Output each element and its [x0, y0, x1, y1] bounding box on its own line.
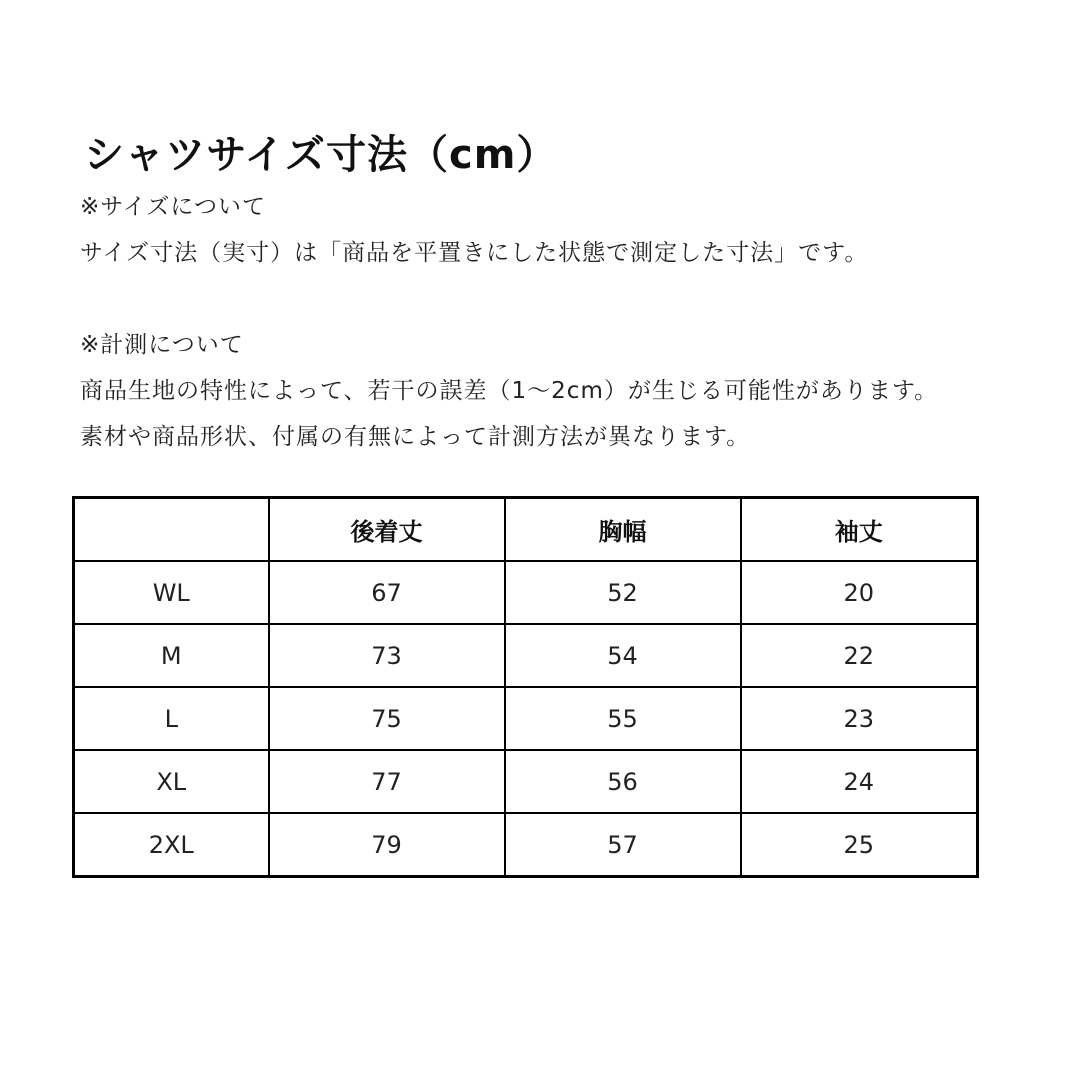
header-back-length: 後着丈: [269, 498, 505, 562]
size-cell: M: [74, 624, 269, 687]
table-row: [74, 813, 978, 877]
table-header-row: [74, 498, 978, 562]
measure-note-text-2: 素材や商品形状、付属の有無によって計測方法が異なります。: [80, 424, 751, 450]
sleeve-length-cell: 25: [741, 813, 978, 877]
chest-width-cell: 52: [505, 561, 741, 624]
notes-section: [80, 184, 938, 460]
back-length-cell: 75: [269, 687, 505, 750]
back-length-cell: 67: [269, 561, 505, 624]
sleeve-length-cell: 20: [741, 561, 978, 624]
header-chest-width: 胸幅: [505, 498, 741, 562]
header-sleeve-length: 袖丈: [741, 498, 978, 562]
measure-note-heading: ※計測について: [80, 332, 244, 358]
back-length-cell: 73: [269, 624, 505, 687]
table-row: [74, 750, 978, 813]
notes-spacer: [80, 276, 938, 322]
size-cell: WL: [74, 561, 269, 624]
size-cell: XL: [74, 750, 269, 813]
chest-width-cell: 56: [505, 750, 741, 813]
size-note-heading: ※サイズについて: [80, 194, 266, 220]
page-title: シャツサイズ寸法（cm）: [84, 132, 558, 178]
sleeve-length-cell: 23: [741, 687, 978, 750]
header-size: [74, 498, 269, 562]
size-table: [72, 496, 979, 878]
back-length-cell: 79: [269, 813, 505, 877]
chest-width-cell: 57: [505, 813, 741, 877]
table-row: [74, 561, 978, 624]
size-cell: 2XL: [74, 813, 269, 877]
measure-note-text-1: 商品生地の特性によって、若干の誤差（1〜2cm）が生じる可能性があります。: [80, 378, 939, 404]
sleeve-length-cell: 24: [741, 750, 978, 813]
size-note-text: サイズ寸法（実寸）は「商品を平置きにした状態で測定した寸法」です。: [80, 240, 869, 266]
table-row: [74, 624, 978, 687]
back-length-cell: 77: [269, 750, 505, 813]
chest-width-cell: 55: [505, 687, 741, 750]
sleeve-length-cell: 22: [741, 624, 978, 687]
table-row: [74, 687, 978, 750]
chest-width-cell: 54: [505, 624, 741, 687]
size-cell: L: [74, 687, 269, 750]
